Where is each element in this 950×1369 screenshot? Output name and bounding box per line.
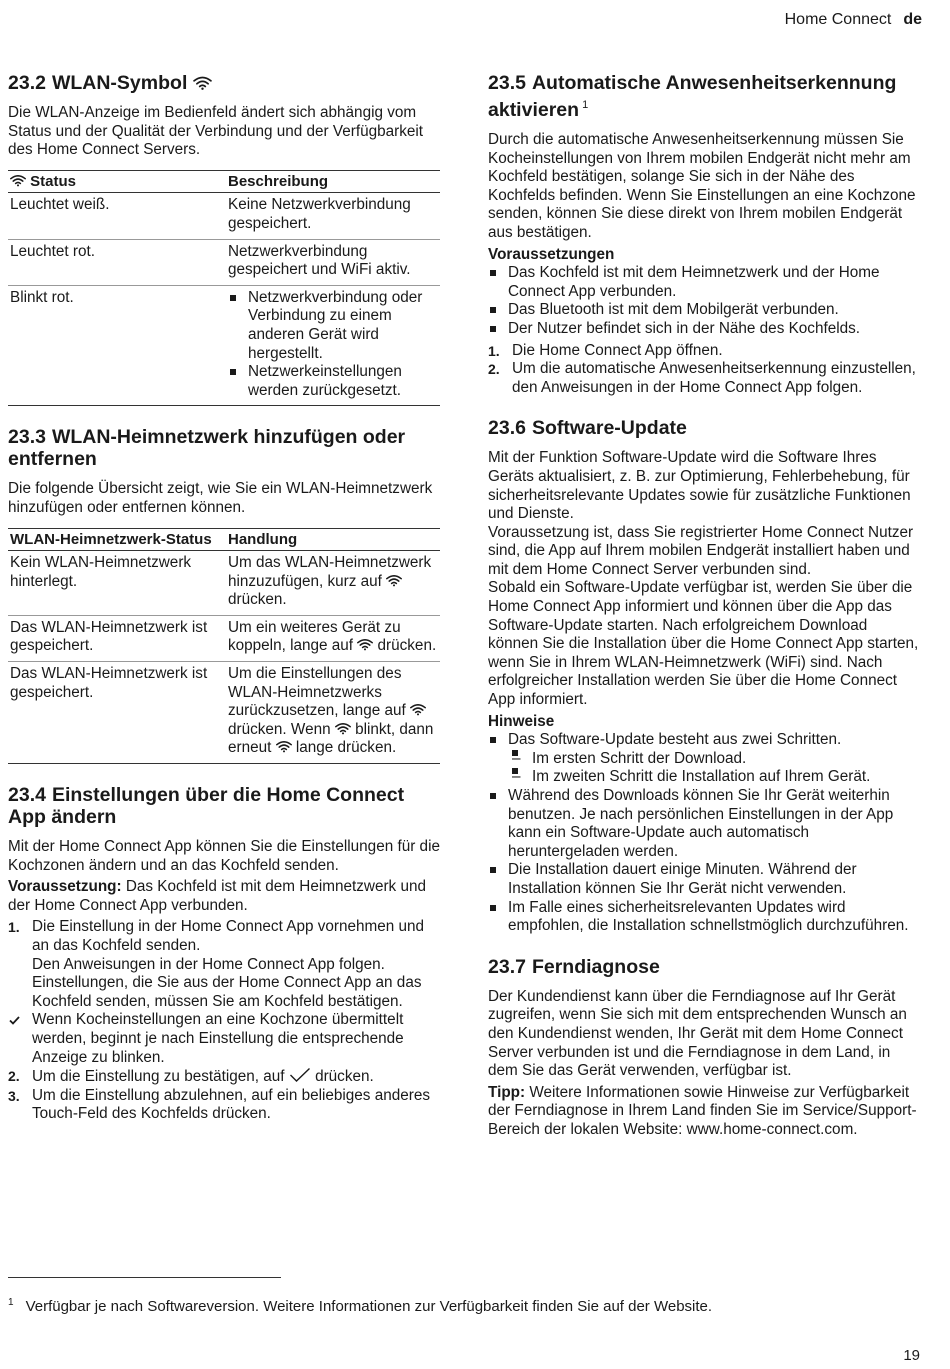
wifi-icon bbox=[386, 574, 402, 587]
table-row bbox=[8, 285, 440, 406]
section-title: Einstellungen über die Home Connect App ändern bbox=[8, 784, 405, 829]
step-item bbox=[8, 918, 440, 1011]
step-text: Um die Einstellung abzulehnen, auf ein beliebiges anderes Touch-Feld des Kochfelds drücken. bbox=[32, 1086, 430, 1123]
table-header-row bbox=[8, 170, 440, 193]
tip-text bbox=[488, 1084, 920, 1140]
bullet-list bbox=[228, 289, 440, 401]
table-cell-status: Leuchtet rot. bbox=[8, 239, 226, 285]
table-cell-description: Netzwerkverbindung gespeichert und WiFi aktiv. bbox=[226, 239, 440, 285]
paragraph: Mit der Funktion Software-Update wird die Software Ihres Geräts aktualisiert, z. B. zur Optimierung, Fehlerbehebung, für sicherheitsrelevante Updates sowie für zusätzliche Funktionen und Dienste. bbox=[488, 449, 911, 523]
table-cell-status: Das WLAN-Heimnetzwerk ist gespeichert. bbox=[8, 615, 226, 661]
action-text: drücken. bbox=[377, 637, 437, 655]
section-title: WLAN-Heimnetzwerk hinzufügen oder entfernen bbox=[8, 426, 406, 471]
table-cell-action bbox=[226, 662, 440, 764]
steps-list bbox=[488, 342, 920, 398]
section-23-3-heading bbox=[8, 426, 440, 470]
requirements-list bbox=[488, 264, 920, 338]
step-text: Um die automatische Anwesenheitserkennung einzustellen, den Anweisungen in der Home Connect App folgen. bbox=[512, 360, 916, 396]
notes-label: Hinweise bbox=[488, 712, 555, 730]
step-text: Die Home Connect App öffnen. bbox=[512, 341, 723, 359]
table-header-action: Handlung bbox=[226, 528, 440, 551]
action-text: Um ein weiteres Gerät zu koppeln, lange auf bbox=[228, 618, 401, 655]
table-row bbox=[8, 239, 440, 285]
check-result-icon bbox=[9, 1016, 20, 1025]
sub-list bbox=[508, 750, 920, 787]
requirement-text bbox=[8, 878, 440, 915]
footnote-divider bbox=[8, 1277, 281, 1278]
table-cell-status: Kein WLAN-Heimnetzwerk hinterlegt. bbox=[8, 551, 226, 616]
step-result bbox=[8, 1011, 440, 1067]
table-cell-description: Keine Netzwerkverbindung gespeichert. bbox=[226, 193, 440, 239]
requirement-label: Voraussetzung: bbox=[8, 878, 122, 896]
table-row bbox=[8, 551, 440, 616]
table-cell-status: Leuchtet weiß. bbox=[8, 193, 226, 239]
left-column bbox=[8, 66, 440, 1124]
footnote bbox=[8, 1294, 712, 1317]
table-cell-status: Das WLAN-Heimnetzwerk ist gespeichert. bbox=[8, 662, 226, 764]
section-number: 23.3 bbox=[8, 426, 46, 449]
table-row bbox=[8, 615, 440, 661]
step-number: 3. bbox=[8, 1087, 20, 1104]
list-item: Das Kochfeld ist mit dem Heimnetzwerk und der Home Connect App verbunden. bbox=[488, 264, 920, 301]
paragraph: Voraussetzung ist, dass Sie registrierter Home Connect Nutzer sind, die App auf Ihrem mobilen Endgerät installiert haben und mit dem Home Connect Server verbunden sind. bbox=[488, 523, 914, 578]
table-header-description: Beschreibung bbox=[226, 170, 440, 193]
header-language: de bbox=[903, 11, 922, 28]
step-text: Die Einstellung in der Home Connect App vornehmen und an das Kochfeld senden. bbox=[32, 918, 425, 954]
header-label: Status bbox=[30, 172, 77, 190]
note-text: Das Software-Update besteht aus zwei Schritten. bbox=[508, 731, 842, 749]
action-text: Um die Einstellungen des WLAN-Heimnetzwerks zurückzusetzen, lange auf bbox=[228, 665, 406, 720]
section-title: Automatische Anwesenheitserkennung aktivieren bbox=[488, 72, 897, 121]
table-cell-status: Blinkt rot. bbox=[8, 285, 226, 406]
paragraph: Der Kundendienst kann über die Ferndiagnose auf Ihr Gerät zugreifen, wenn Sie sich mit dem entsprechenden Wunsch an den Kundendienst wenden, Ihr Gerät mit dem Home Connect Server verbunden ist und die Ferndiagnose in dem Land, in dem Sie das Gerät verwenden, verfügbar ist. bbox=[488, 987, 907, 1080]
notes-list bbox=[488, 731, 920, 936]
steps-list bbox=[8, 918, 440, 1124]
table-row bbox=[8, 193, 440, 239]
list-item bbox=[488, 731, 920, 787]
action-text: Um das WLAN-Heimnetzwerk hinzuzufügen, kurz auf bbox=[228, 554, 432, 590]
step-number: 2. bbox=[8, 1068, 20, 1085]
wlan-network-table bbox=[8, 528, 440, 765]
section-title: Software-Update bbox=[531, 417, 687, 440]
wlan-symbol-table bbox=[8, 170, 440, 407]
tip-body: Weitere Informationen sowie Hinweise zur Verfügbarkeit der Ferndiagnose in Ihrem Land finden Sie im Service/Support-Bereich der lokalen Website: www.home-connect.com. bbox=[488, 1083, 917, 1138]
section-number: 23.5 bbox=[488, 72, 526, 94]
list-item: Der Nutzer befindet sich in der Nähe des Kochfelds. bbox=[488, 320, 920, 339]
table-header-status: WLAN-Heimnetzwerk-Status bbox=[8, 528, 226, 551]
sub-list-item: – Im ersten Schritt der Download. bbox=[508, 750, 920, 769]
step-number: 2. bbox=[488, 361, 500, 378]
list-item: Während des Downloads können Sie Ihr Gerät weiterhin benutzen. Je nach persönlichen Einstellungen in der App kann ein Software-Update auch automatisch heruntergeladen werden. bbox=[488, 787, 920, 861]
action-text: lange drücken. bbox=[295, 739, 397, 757]
section-23-7-heading bbox=[488, 956, 920, 978]
section-number: 23.4 bbox=[8, 784, 46, 807]
table-cell-action bbox=[226, 615, 440, 661]
section-title: Ferndiagnose bbox=[531, 955, 660, 978]
wifi-icon bbox=[335, 722, 351, 735]
table-header-row bbox=[8, 528, 440, 551]
step-text: Wenn Kocheinstellungen an eine Kochzone übermittelt werden, beginnt je nach Einstellung die entsprechende Anzeige zu blinken. bbox=[32, 1011, 404, 1066]
section-23-4-intro: Mit der Home Connect App können Sie die Einstellungen für die Kochzonen ändern und an das Kochfeld senden. bbox=[8, 838, 440, 874]
section-23-3-intro: Die folgende Übersicht zeigt, wie Sie ein WLAN-Heimnetzwerk hinzufügen oder entfernen können. bbox=[8, 480, 433, 516]
sub-list-item: – Im zweiten Schritt die Installation auf Ihrem Gerät. bbox=[508, 768, 920, 787]
section-number: 23.7 bbox=[488, 955, 526, 978]
step-item bbox=[8, 1067, 440, 1087]
section-number: 23.6 bbox=[488, 417, 526, 440]
step-number: 1. bbox=[8, 919, 20, 936]
section-title: WLAN-Symbol bbox=[51, 72, 188, 94]
list-item: Im Falle eines sicherheitsrelevanten Updates wird empfohlen, die Installation schnellstmöglich durchzuführen. bbox=[488, 899, 920, 936]
action-text: drücken. bbox=[228, 591, 287, 609]
list-item: Netzwerkverbindung oder Verbindung zu einem anderen Gerät wird hergestellt. bbox=[228, 289, 440, 363]
list-item: Das Bluetooth ist mit dem Mobilgerät verbunden. bbox=[488, 301, 920, 320]
wifi-icon bbox=[10, 174, 26, 187]
tip-label: Tipp: bbox=[488, 1083, 526, 1101]
table-cell-action bbox=[226, 551, 440, 616]
step-item bbox=[488, 342, 920, 361]
step-text: drücken. bbox=[315, 1068, 374, 1086]
footnote-mark: 1 bbox=[8, 1297, 14, 1308]
table-row bbox=[8, 662, 440, 764]
wifi-icon bbox=[357, 638, 373, 651]
wifi-icon bbox=[276, 740, 292, 753]
section-23-5-intro: Durch die automatische Anwesenheitserkennung müssen Sie Kocheinstellungen von Ihrem mobilen Endgerät nicht mehr am Kochfeld bestätigen, solange Sie sich in der Nähe des Kochfelds befinden. Wenn Sie Einstellungen an eine Kochzone senden, können Sie diese direkt von Ihrem mobilen Endgerät aus bestätigen. bbox=[488, 131, 916, 241]
step-item bbox=[488, 360, 920, 397]
section-number: 23.2 bbox=[8, 72, 46, 94]
table-cell-description bbox=[226, 285, 440, 406]
action-text: blinkt, dann erneut bbox=[228, 720, 434, 757]
requirement-body: Das Kochfeld ist mit dem Heimnetzwerk und der Home Connect App verbunden. bbox=[8, 878, 426, 914]
footnote-marker: 1 bbox=[582, 99, 589, 111]
step-text: Einstellungen, die Sie aus der Home Connect App an das Kochfeld senden, müssen Sie am Kochfeld bestätigen. bbox=[32, 974, 422, 1010]
page-header bbox=[785, 11, 922, 30]
section-23-4-heading bbox=[8, 784, 440, 828]
section-23-5-heading bbox=[488, 72, 920, 121]
list-item: Die Installation dauert einige Minuten. Während der Installation können Sie Ihr Gerät nicht verwenden. bbox=[488, 861, 920, 898]
section-23-2-intro: Die WLAN-Anzeige im Bedienfeld ändert sich abhängig vom Status und der Qualität der Verbindung und der Verfügbarkeit des Home Connect Servers. bbox=[8, 104, 423, 159]
requirements-label: Voraussetzungen bbox=[488, 245, 615, 263]
right-column bbox=[488, 66, 920, 1140]
wifi-icon bbox=[410, 703, 426, 716]
step-item bbox=[8, 1087, 440, 1124]
wifi-icon bbox=[193, 76, 212, 90]
list-item: Netzwerkeinstellungen werden zurückgesetzt. bbox=[228, 363, 440, 400]
table-header-status bbox=[8, 170, 226, 193]
header-title: Home Connect bbox=[784, 11, 892, 28]
step-text: Um die Einstellung zu bestätigen, auf bbox=[32, 1068, 285, 1086]
step-text: Den Anweisungen in der Home Connect App folgen. bbox=[32, 955, 385, 973]
action-text: drücken. Wenn bbox=[228, 720, 331, 738]
checkmark-icon bbox=[289, 1067, 311, 1083]
paragraph: Sobald ein Software-Update verfügbar ist, werden Sie über die Home Connect App informiert und können über die App das Software-Update starten. Nach erfolgreichem Download können Sie die Installation über die Home Connect App starten, wenn Sie in Ihrem WLAN-Heimnetzwerk (WiFi) sind. Nach erfolgreicher Installation werden Sie über die Home Connect App informiert. bbox=[488, 579, 919, 709]
footnote-text: Verfügbar je nach Softwareversion. Weitere Informationen zur Verfügbarkeit finden Sie auf der Website. bbox=[25, 1298, 713, 1315]
step-number: 1. bbox=[488, 342, 500, 359]
section-23-6-heading bbox=[488, 417, 920, 439]
page-number: 19 bbox=[903, 1347, 920, 1364]
section-23-2-heading bbox=[8, 72, 440, 94]
